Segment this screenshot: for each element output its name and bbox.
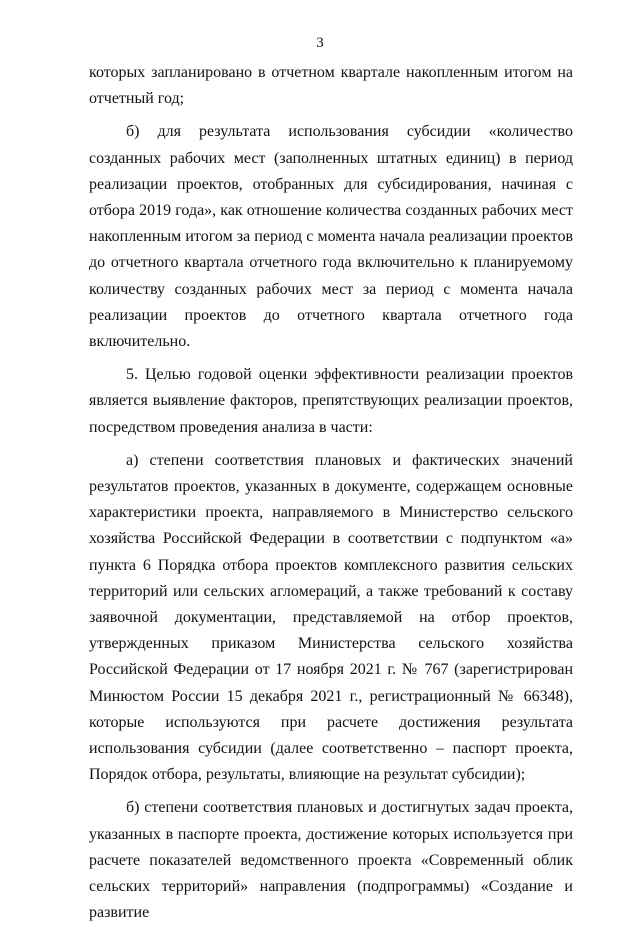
paragraph-section-5: 5. Целью годовой оценки эффективности реализации проектов является выявление факторов, препятствующих реализации проектов, посредством проведения анализа в части: xyxy=(89,366,573,436)
paragraph-continuation: которых запланировано в отчетном квартале накопленным итогом на отчетный год; xyxy=(89,64,573,108)
paragraph-item-a-results: а) степени соответствия плановых и фактических значений результатов проектов, указанных в документе, содержащем основные характеристики проекта, направляемого в Министерство сельского хозяйства Российской Федерации в соответствии с подпунктом «а» пункта 6 Порядка отбора проектов комплексного развития сельских территорий или сельских агломераций, а также требований к составу заявочной документации, представляемой на отбор проектов, утвержденных приказом Министерства сельского хозяйства Российской Федерации от 17 ноября 2021 г. № 767 (зарегистрирован Минюстом России 15 декабря 2021 г., регистрационный № 66348), которые используются при расчете достижения результата использования субсидии (далее соответственно – паспорт проекта, Порядок отбора, результаты, влияющие на результат субсидии); xyxy=(89,451,573,784)
paragraph-item-b-jobs: б) для результата использования субсидии «количество созданных рабочих мест (заполненных штатных единиц) в период реализации проектов, отобранных для субсидирования, начиная с отбора 2019 года», как отношение количества созданных рабочих мест накопленным итогом за период с момента начала реализации проектов до отчетного квартала отчетного года включительно к планируемому количеству созданных рабочих мест за период с момента начала реализации проектов до отчетного квартала отчетного года включительно. xyxy=(89,123,573,351)
paragraph-item-b-tasks: б) степени соответствия плановых и достигнутых задач проекта, указанных в паспорте проекта, достижение которых используется при расчете показателей ведомственного проекта «Современный облик сельских территорий» направления (подпрограммы) «Создание и развитие xyxy=(89,799,573,922)
page-number: 3 xyxy=(316,35,324,51)
document-body xyxy=(89,60,573,927)
